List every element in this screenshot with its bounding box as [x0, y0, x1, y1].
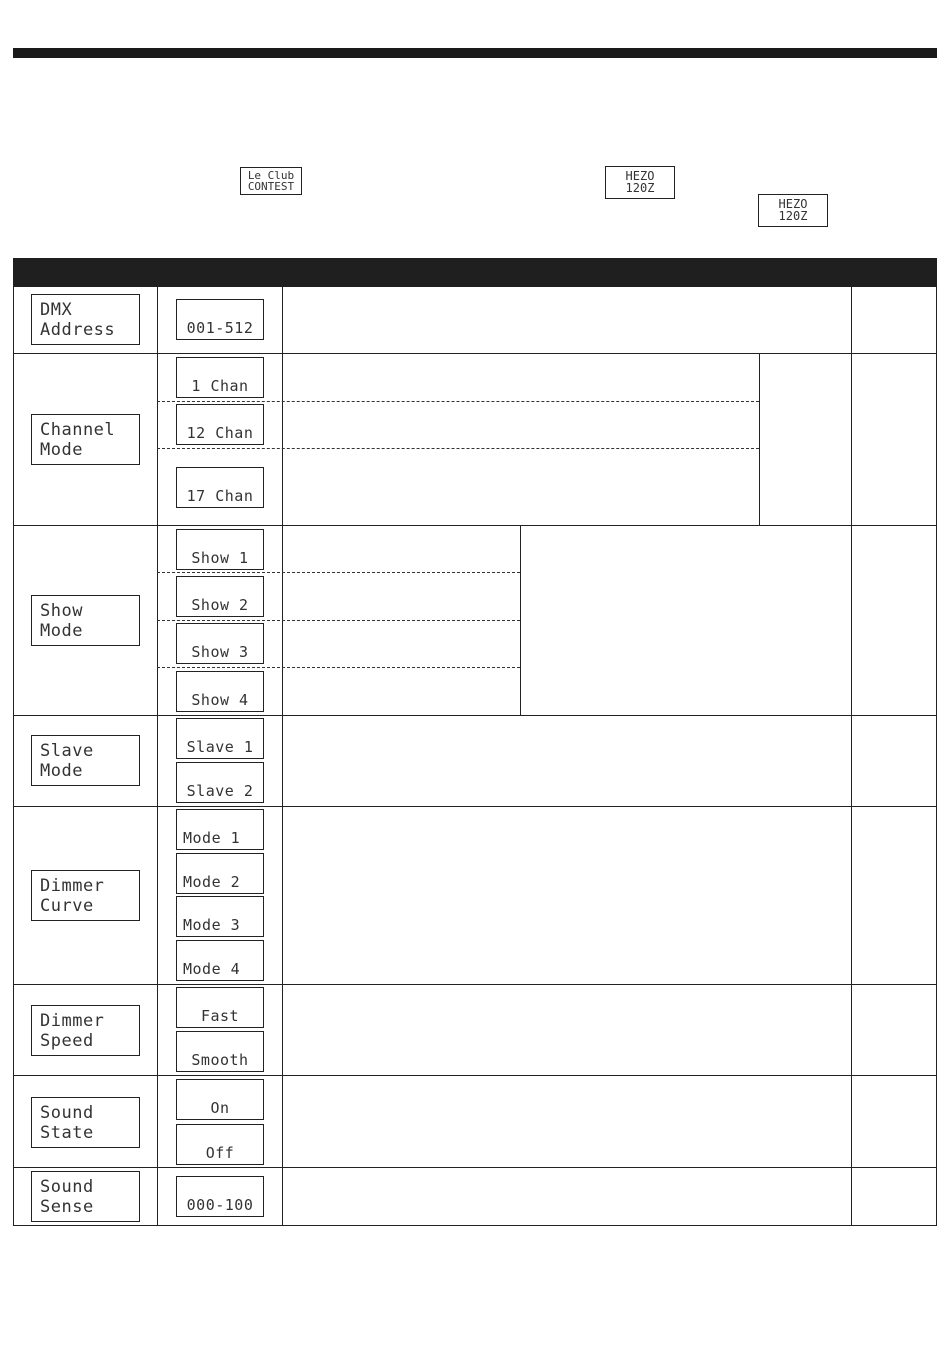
- col-divider: [282, 287, 283, 1226]
- show-mode-option: Show 3: [176, 623, 264, 664]
- show-mode-option: Show 1: [176, 529, 264, 570]
- row-divider: [13, 806, 937, 807]
- sound-state-display: Sound State: [31, 1097, 140, 1148]
- dashed-divider: [157, 401, 759, 402]
- sound-sense-range-display: 000-100: [176, 1176, 264, 1217]
- slave-mode-option: Slave 1: [176, 718, 264, 759]
- dmx-address-display: DMX Address: [31, 294, 140, 345]
- hezo-120z-display-2: HEZO 120Z: [758, 194, 828, 227]
- dimmer-curve-option: Mode 4: [176, 940, 264, 981]
- row-divider: [13, 1075, 937, 1076]
- dimmer-speed-option: Smooth: [176, 1031, 264, 1072]
- dimmer-curve-display: Dimmer Curve: [31, 870, 140, 921]
- channel-mode-display: Channel Mode: [31, 414, 140, 465]
- le-club-contest-display: Le Club CONTEST: [240, 167, 302, 195]
- row-divider: [13, 353, 937, 354]
- dashed-divider: [157, 667, 520, 668]
- channel-mode-option: 17 Chan: [176, 467, 264, 508]
- top-rule: [13, 48, 937, 58]
- col-divider: [157, 287, 158, 1226]
- slave-mode-display: Slave Mode: [31, 735, 140, 786]
- slave-mode-option: Slave 2: [176, 762, 264, 803]
- col-divider: [759, 353, 760, 525]
- show-mode-display: Show Mode: [31, 595, 140, 646]
- dimmer-speed-display: Dimmer Speed: [31, 1005, 140, 1056]
- dashed-divider: [157, 620, 520, 621]
- show-mode-option: Show 4: [176, 671, 264, 712]
- row-divider: [13, 715, 937, 716]
- channel-mode-option: 1 Chan: [176, 357, 264, 398]
- dimmer-curve-option: Mode 3: [176, 896, 264, 937]
- col-divider: [851, 287, 852, 1226]
- sound-sense-display: Sound Sense: [31, 1171, 140, 1222]
- channel-mode-option: 12 Chan: [176, 404, 264, 445]
- dashed-divider: [157, 572, 520, 573]
- dimmer-speed-option: Fast: [176, 987, 264, 1028]
- row-divider: [13, 1167, 937, 1168]
- sound-state-option: On: [176, 1079, 264, 1120]
- hezo-120z-display: HEZO 120Z: [605, 166, 675, 199]
- col-divider: [520, 525, 521, 715]
- row-divider: [13, 525, 937, 526]
- dashed-divider: [157, 448, 759, 449]
- table-header: [13, 258, 937, 287]
- row-divider: [13, 984, 937, 985]
- menu-table: [13, 287, 937, 1226]
- dimmer-curve-option: Mode 2: [176, 853, 264, 894]
- sound-state-option: Off: [176, 1124, 264, 1165]
- dimmer-curve-option: Mode 1: [176, 809, 264, 850]
- show-mode-option: Show 2: [176, 576, 264, 617]
- dmx-address-range-display: 001-512: [176, 299, 264, 340]
